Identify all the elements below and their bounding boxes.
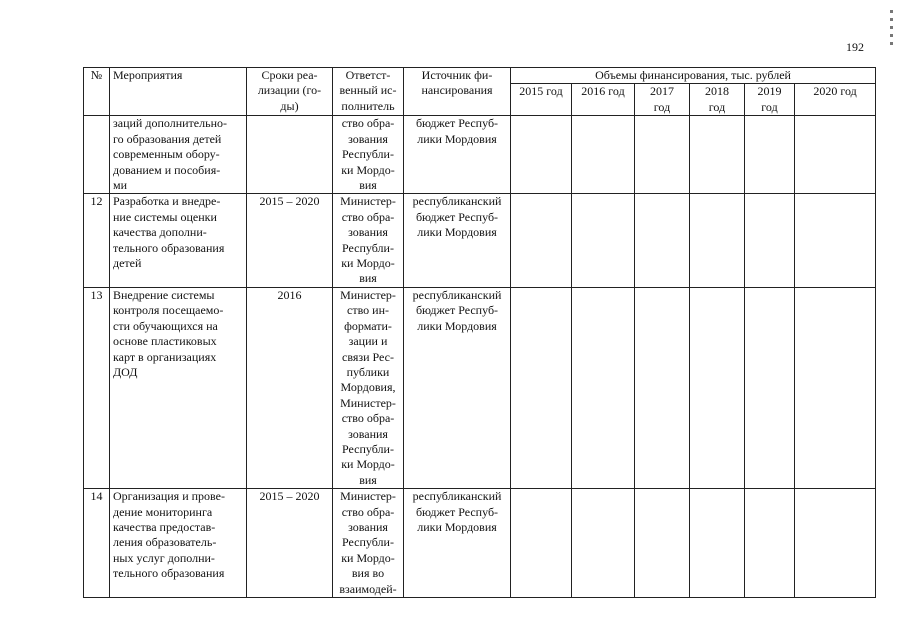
page-number: 192 <box>846 40 864 54</box>
table-row <box>84 489 876 598</box>
table-row <box>84 194 876 287</box>
header-terms: Сроки реа- лизации (го- ды) <box>247 68 333 116</box>
header-year: 2015 год <box>511 84 572 116</box>
row-num: 13 <box>84 287 110 488</box>
row-term: 2015 – 2020 <box>247 194 333 287</box>
row-activity: Внедрение системы контроля посещаемо- сти обучающихся на основе пластиковых карт в организациях ДОД <box>110 287 247 488</box>
table-row <box>84 287 876 488</box>
row-term <box>247 116 333 194</box>
row-source: республиканский бюджет Респуб- лики Мордовия <box>404 287 511 488</box>
header-funding: Объемы финансирования, тыс. рублей <box>511 68 876 84</box>
header-year: 2016 год <box>572 84 635 116</box>
row-source: бюджет Респуб- лики Мордовия <box>404 116 511 194</box>
row-term: 2015 – 2020 <box>247 489 333 598</box>
header-row <box>84 68 876 84</box>
row-activity: Организация и прове- дение мониторинга качества предостав- ления образователь- ных услуг дополни- тельного образования <box>110 489 247 598</box>
row-source: республиканский бюджет Респуб- лики Мордовия <box>404 194 511 287</box>
header-executor: Ответст- венный ис- полнитель <box>333 68 404 116</box>
header-year: 2017 год <box>635 84 690 116</box>
header-activity: Мероприятия <box>110 68 247 116</box>
row-num: 14 <box>84 489 110 598</box>
table-row <box>84 116 876 194</box>
header-year: 2019 год <box>745 84 795 116</box>
row-term: 2016 <box>247 287 333 488</box>
row-num <box>84 116 110 194</box>
row-activity: заций дополнительно- го образования детей современным обору- дованием и пособия- ми <box>110 116 247 194</box>
row-executor: Министер- ство обра- зования Республи- ки Мордо- вия во взаимодей- <box>333 489 404 598</box>
row-source: республиканский бюджет Респуб- лики Мордовия <box>404 489 511 598</box>
row-executor: Министер- ство ин- формати- зации и связи Рес- публики Мордовия, Министер- ство обра- зования Республи- ки Мордо- вия <box>333 287 404 488</box>
row-executor: ство обра- зования Республи- ки Мордо- вия <box>333 116 404 194</box>
header-source: Источник фи- нансирования <box>404 68 511 116</box>
header-year: 2018 год <box>690 84 745 116</box>
funding-table <box>83 67 876 598</box>
row-activity: Разработка и внедре- ние системы оценки качества дополни- тельного образования детей <box>110 194 247 287</box>
margin-marks <box>886 8 900 50</box>
row-num: 12 <box>84 194 110 287</box>
row-executor: Министер- ство обра- зования Республи- ки Мордо- вия <box>333 194 404 287</box>
header-year: 2020 год <box>795 84 876 116</box>
header-num: № <box>84 68 110 116</box>
